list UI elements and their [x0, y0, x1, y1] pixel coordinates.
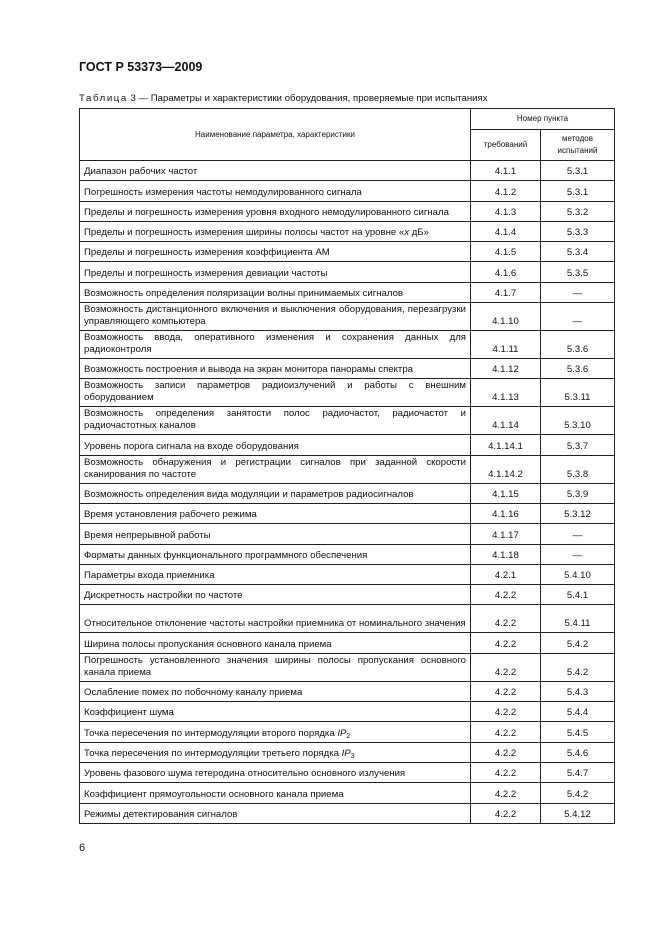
table-row — [80, 359, 615, 379]
parameter-name-cell: Пределы и погрешность измерения уровня входного немодулированного сигнала — [80, 201, 471, 221]
table-row — [80, 407, 615, 435]
requirement-number-cell: 4.2.2 — [471, 585, 541, 605]
test-method-number-cell: 5.3.6 — [541, 331, 615, 359]
table-row — [80, 633, 615, 653]
document-title: ГОСТ Р 53373—2009 — [79, 60, 203, 74]
requirement-number-cell: 4.1.14.1 — [471, 435, 541, 455]
header-parameter-name: Наименование параметра, характеристики — [80, 109, 471, 161]
test-method-number-cell: 5.4.6 — [541, 742, 615, 762]
table-row — [80, 455, 615, 483]
parameter-name-cell: Время непрерывной работы — [80, 524, 471, 544]
test-method-number-cell: 5.3.2 — [541, 201, 615, 221]
requirement-number-cell: 4.1.10 — [471, 303, 541, 331]
requirement-number-cell: 4.2.2 — [471, 742, 541, 762]
parameter-name-cell: Коэффициент прямоугольности основного канала приема — [80, 783, 471, 803]
test-method-number-cell: 5.4.10 — [541, 564, 615, 584]
table-row — [80, 544, 615, 564]
table-body — [80, 161, 615, 824]
caption-number: 3 — [130, 93, 136, 104]
test-method-number-cell: 5.3.8 — [541, 455, 615, 483]
table-row — [80, 221, 615, 241]
caption-label: Таблица — [79, 93, 128, 104]
parameter-name-cell: Возможность обнаружения и регистрации сигналов при заданной скорости сканирования по частоте — [80, 455, 471, 483]
requirement-number-cell: 4.1.6 — [471, 262, 541, 282]
requirement-number-cell: 4.2.2 — [471, 633, 541, 653]
table-row — [80, 435, 615, 455]
requirement-number-cell: 4.2.2 — [471, 783, 541, 803]
requirement-number-cell: 4.1.12 — [471, 359, 541, 379]
table-row — [80, 762, 615, 782]
parameter-name-cell: Пределы и погрешность измерения ширины полосы частот на уровне «x дБ» — [80, 221, 471, 241]
parameter-name-cell: Режимы детектирования сигналов — [80, 803, 471, 823]
test-method-number-cell: 5.3.10 — [541, 407, 615, 435]
table-row — [80, 524, 615, 544]
test-method-number-cell: — — [541, 544, 615, 564]
test-method-number-cell: 5.3.6 — [541, 359, 615, 379]
parameter-name-cell: Ширина полосы пропускания основного канала приема — [80, 633, 471, 653]
requirement-number-cell: 4.2.2 — [471, 722, 541, 742]
parameter-name-cell: Возможность определения вида модуляции и параметров радиосигналов — [80, 483, 471, 503]
test-method-number-cell: 5.4.7 — [541, 762, 615, 782]
table-row — [80, 783, 615, 803]
table-row — [80, 803, 615, 823]
parameter-name-cell: Погрешность установленного значения ширины полосы пропускания основного канала приема — [80, 653, 471, 681]
parameter-name-cell: Пределы и погрешность измерения коэффициента АМ — [80, 242, 471, 262]
test-method-number-cell: 5.4.2 — [541, 653, 615, 681]
test-method-number-cell: 5.4.5 — [541, 722, 615, 742]
parameter-name-cell: Возможность построения и вывода на экран монитора панорамы спектра — [80, 359, 471, 379]
table-row — [80, 379, 615, 407]
table-row — [80, 742, 615, 762]
test-method-number-cell: 5.3.1 — [541, 161, 615, 181]
table-row — [80, 303, 615, 331]
requirement-number-cell: 4.2.2 — [471, 605, 541, 633]
test-method-number-cell: 5.4.11 — [541, 605, 615, 633]
test-method-number-cell: 5.4.12 — [541, 803, 615, 823]
test-method-number-cell: — — [541, 524, 615, 544]
requirement-number-cell: 4.1.16 — [471, 503, 541, 523]
requirement-number-cell: 4.1.15 — [471, 483, 541, 503]
requirement-number-cell: 4.2.2 — [471, 803, 541, 823]
table-row — [80, 564, 615, 584]
table-row — [80, 181, 615, 201]
requirement-number-cell: 4.2.2 — [471, 702, 541, 722]
table-row — [80, 585, 615, 605]
test-method-number-cell: 5.3.12 — [541, 503, 615, 523]
test-method-number-cell: 5.3.4 — [541, 242, 615, 262]
parameter-name-cell: Дискретность настройки по частоте — [80, 585, 471, 605]
table-row — [80, 681, 615, 701]
parameter-name-cell: Возможность определения поляризации волны принимаемых сигналов — [80, 282, 471, 302]
parameter-name-cell: Точка пересечения по интермодуляции третьего порядка $IP_3$ — [80, 742, 471, 762]
requirement-number-cell: 4.1.2 — [471, 181, 541, 201]
requirement-number-cell: 4.1.5 — [471, 242, 541, 262]
parameter-name-cell: Возможность определения занятости полос радиочастот, радиочастот и радиочастотных каналов — [80, 407, 471, 435]
requirement-number-cell: 4.1.13 — [471, 379, 541, 407]
requirement-number-cell: 4.1.14 — [471, 407, 541, 435]
header-item-number: Номер пункта — [471, 109, 615, 130]
page-number: 6 — [79, 842, 86, 854]
requirement-number-cell: 4.1.17 — [471, 524, 541, 544]
header-requirements: требований — [471, 130, 541, 161]
table-row — [80, 161, 615, 181]
parameter-name-cell: Пределы и погрешность измерения девиации частоты — [80, 262, 471, 282]
test-method-number-cell: — — [541, 303, 615, 331]
test-method-number-cell: 5.3.1 — [541, 181, 615, 201]
requirement-number-cell: 4.1.18 — [471, 544, 541, 564]
parameter-name-cell: Погрешность измерения частоты немодулированного сигнала — [80, 181, 471, 201]
caption-text: — Параметры и характеристики оборудования, проверяемые при испытаниях — [138, 93, 488, 104]
parameter-name-cell: Возможность записи параметров радиоизлучений и работы с внешним оборудованием — [80, 379, 471, 407]
parameter-name-cell: Диапазон рабочих частот — [80, 161, 471, 181]
table-row — [80, 331, 615, 359]
requirement-number-cell: 4.1.11 — [471, 331, 541, 359]
requirement-number-cell: 4.1.14.2 — [471, 455, 541, 483]
parameter-name-cell: Параметры входа приемника — [80, 564, 471, 584]
parameter-name-cell: Возможность дистанционного включения и выключения оборудования, перезагрузки управляющего компьютера — [80, 303, 471, 331]
requirement-number-cell: 4.2.2 — [471, 762, 541, 782]
test-method-number-cell: 5.3.9 — [541, 483, 615, 503]
test-method-number-cell: — — [541, 282, 615, 302]
test-method-number-cell: 5.4.4 — [541, 702, 615, 722]
test-method-number-cell: 5.4.3 — [541, 681, 615, 701]
test-method-number-cell: 5.3.5 — [541, 262, 615, 282]
table-row — [80, 605, 615, 633]
test-method-number-cell: 5.3.11 — [541, 379, 615, 407]
requirement-number-cell: 4.2.2 — [471, 681, 541, 701]
test-method-number-cell: 5.4.2 — [541, 783, 615, 803]
table-row — [80, 702, 615, 722]
parameter-name-cell: Ослабление помех по побочному каналу приема — [80, 681, 471, 701]
table-row — [80, 653, 615, 681]
header-test-methods: методов испытаний — [541, 130, 615, 161]
parameter-name-cell: Форматы данных функционального программного обеспечения — [80, 544, 471, 564]
parameter-name-cell: Возможность ввода, оперативного изменения и сохранения данных для радиоконтроля — [80, 331, 471, 359]
requirement-number-cell: 4.2.2 — [471, 653, 541, 681]
table-row — [80, 483, 615, 503]
requirement-number-cell: 4.1.3 — [471, 201, 541, 221]
parameter-name-cell: Время установления рабочего режима — [80, 503, 471, 523]
requirement-number-cell: 4.1.1 — [471, 161, 541, 181]
requirement-number-cell: 4.1.4 — [471, 221, 541, 241]
table-row — [80, 282, 615, 302]
test-method-number-cell: 5.4.2 — [541, 633, 615, 653]
table-row — [80, 242, 615, 262]
parameter-name-cell: Уровень порога сигнала на входе оборудования — [80, 435, 471, 455]
parameters-table — [79, 108, 615, 824]
test-method-number-cell: 5.3.7 — [541, 435, 615, 455]
table-row — [80, 722, 615, 742]
requirement-number-cell: 4.1.7 — [471, 282, 541, 302]
table-row — [80, 262, 615, 282]
table-row — [80, 201, 615, 221]
parameter-name-cell: Относительное отклонение частоты настройки приемника от номинального значения — [80, 605, 471, 633]
table-row — [80, 503, 615, 523]
table-caption — [79, 93, 488, 104]
parameter-name-cell: Коэффициент шума — [80, 702, 471, 722]
test-method-number-cell: 5.3.3 — [541, 221, 615, 241]
parameter-name-cell: Точка пересечения по интермодуляции второго порядка $IP_2$ — [80, 722, 471, 742]
parameter-name-cell: Уровень фазового шума гетеродина относительно основного излучения — [80, 762, 471, 782]
requirement-number-cell: 4.2.1 — [471, 564, 541, 584]
test-method-number-cell: 5.4.1 — [541, 585, 615, 605]
